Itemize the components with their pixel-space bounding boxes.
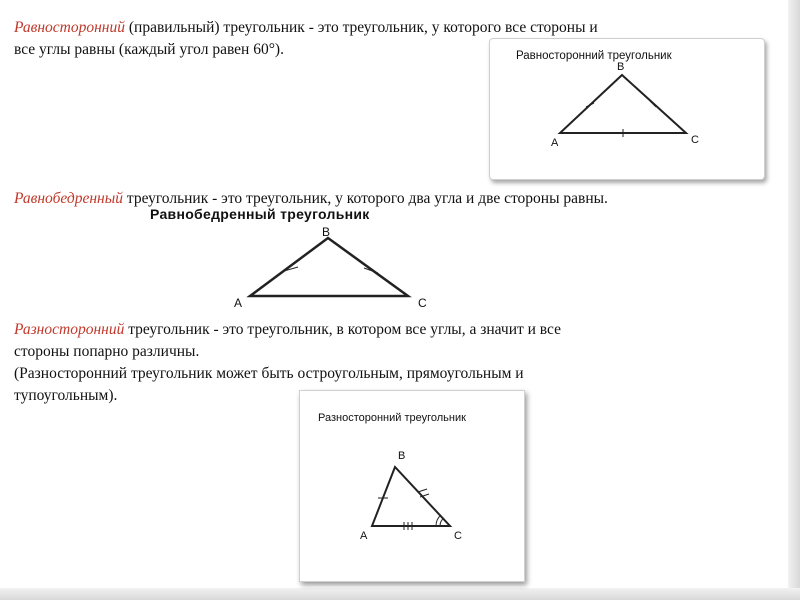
scalene-figure-title: Разносторонний треугольник [318,412,466,424]
scalene-line-3: (Разносторонний треугольник может быть остроугольным, прямоугольным и [14,365,524,382]
vertex-label-b: B [322,225,331,239]
vertex-label-a: A [360,530,368,542]
equilateral-triangle-drawing [490,39,764,179]
vertex-label-b: B [398,450,406,462]
isosceles-triangle [250,238,408,296]
scalene-figure [299,390,525,582]
scalene-triangle-drawing [300,391,524,581]
isosceles-term: Равнобедренный [14,190,123,207]
scalene-term: Разносторонний [14,321,125,338]
slide-edge-right [788,0,800,600]
isosceles-line-1-text: треугольник - это треугольник, у которого два угла и две стороны равны. [122,190,608,207]
scalene-line-4: тупоугольным). [14,387,118,404]
scalene-line-1 [14,319,714,341]
tick-mark-bc-1 [418,489,427,492]
scalene-line-1-text: треугольник - это треугольник, в котором все углы, а значит и все [124,321,561,338]
isosceles-triangle-drawing [138,206,508,314]
equilateral-line-1 [14,17,784,39]
equilateral-figure-title: Равносторонний треугольник [516,50,672,62]
vertex-label-a: A [234,296,243,310]
equilateral-line-1-text: (правильный) треугольник - это треугольник, у которого все стороны и [125,19,598,36]
vertex-label-c: C [691,134,699,146]
equilateral-term: Равносторонний [14,19,125,36]
vertex-label-b: B [617,61,625,73]
vertex-label-c: C [418,296,427,310]
isosceles-figure-title: Равнобедренный треугольник [150,206,370,222]
vertex-label-a: A [551,137,559,149]
scalene-line-2: стороны попарно различны. [14,343,200,360]
equilateral-triangle [560,75,686,133]
vertex-label-c: C [454,530,462,542]
slide-edge-bottom [0,588,800,600]
equilateral-figure [489,38,765,180]
isosceles-definition [14,188,784,210]
isosceles-line-1 [14,188,784,210]
equilateral-line-2: все углы равны (каждый угол равен 60°). [14,41,284,58]
isosceles-figure [138,206,508,314]
